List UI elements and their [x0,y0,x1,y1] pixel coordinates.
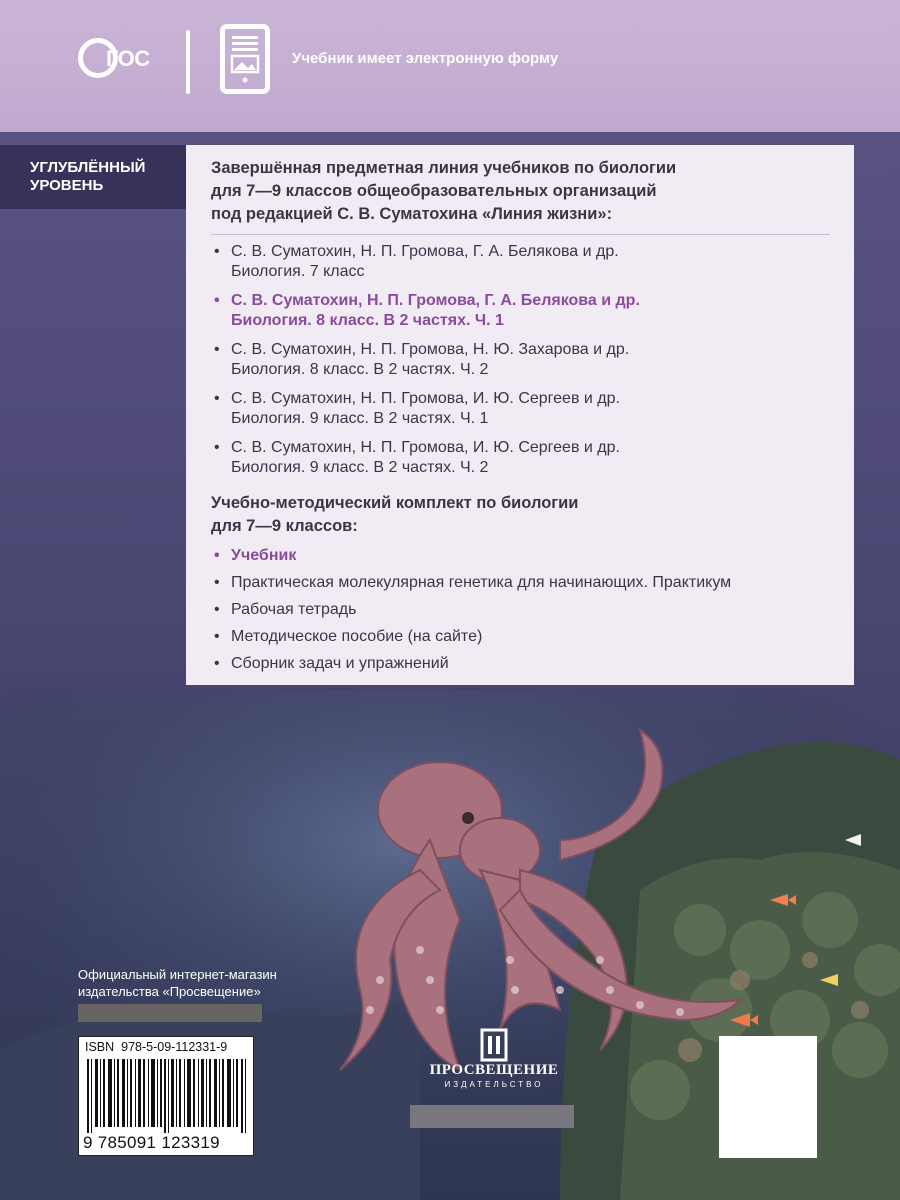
book-authors: С. В. Суматохин, Н. П. Громова, И. Ю. Сергеев и др. [231,390,620,407]
series-panel [186,145,854,685]
kit-item [211,654,830,674]
kit-item-label: Рабочая тетрадь [231,601,357,618]
kit-item-label: Методическое пособие (на сайте) [231,628,483,645]
bullet-icon: • [214,547,220,564]
isbn-number: 978-5-09-112331-9 [121,1040,228,1054]
isbn-label: ISBN [85,1040,115,1054]
level-badge [0,145,186,209]
series-heading-line: для 7—9 классов общеобразовательных организаций [211,182,657,200]
book-title: Биология. 9 класс. В 2 частях. Ч. 2 [231,459,489,476]
series-heading-line: Завершённая предметная линия учебников по биологии [211,159,677,177]
series-heading-line: под редакцией С. В. Суматохина «Линия жизни»: [211,205,613,223]
book-item-current [211,291,830,331]
kit-item [211,600,830,620]
bullet-icon: • [214,390,220,407]
isbn-text [85,1040,247,1054]
kit-item-current [211,546,830,566]
publisher-name: ПРОСВЕЩЕНИЕ [429,1062,559,1078]
gos-logo-text: ГОС [106,46,150,71]
book-authors: С. В. Суматохин, Н. П. Громова, И. Ю. Сергеев и др. [231,439,620,456]
kit-item-label: Учебник [231,547,297,564]
bullet-icon: • [214,655,220,672]
kit-item-label: Практическая молекулярная генетика для начинающих. Практикум [231,574,732,591]
book-authors: С. В. Суматохин, Н. П. Громова, Г. А. Белякова и др. [231,292,640,309]
bullet-icon: • [214,574,220,591]
book-authors: С. В. Суматохин, Н. П. Громова, Г. А. Белякова и др. [231,243,619,260]
book-list [211,242,830,478]
kit-heading [211,492,830,538]
book-title: Биология. 7 класс [231,263,365,280]
kit-item [211,627,830,647]
header-divider [186,30,190,94]
book-title: Биология. 8 класс. В 2 частях. Ч. 2 [231,361,489,378]
panel-divider [211,234,830,235]
electronic-form-note: Учебник имеет электронную форму [292,50,559,67]
book-title: Биология. 8 класс. В 2 частях. Ч. 1 [231,312,504,329]
kit-item [211,573,830,593]
barcode [78,1036,254,1156]
tablet-icon [220,24,270,94]
top-band [0,0,900,132]
gos-standard-logo [78,38,158,86]
bullet-icon: • [214,341,220,358]
shop-line: Официальный интернет-магазин [78,967,277,982]
bullet-icon: • [214,243,220,260]
publisher-link-bar [410,1105,574,1128]
kit-list [211,546,830,674]
barcode-bars [85,1059,249,1133]
book-item [211,340,830,380]
bullet-icon: • [214,628,220,645]
kit-heading-line: Учебно-методический комплект по биологии [211,494,579,512]
bullet-icon: • [214,292,220,309]
publisher-subtitle: ИЗДАТЕЛЬСТВО [444,1080,544,1089]
kit-item-label: Сборник задач и упражнений [231,655,449,672]
publisher-emblem-icon [414,1026,574,1062]
book-item [211,242,830,282]
level-badge-line2: УРОВЕНЬ [30,177,104,194]
shop-line: издательства «Просвещение» [78,984,261,999]
bullet-icon: • [214,439,220,456]
barcode-digits: 9 785091 123319 [83,1133,220,1152]
book-title: Биология. 9 класс. В 2 частях. Ч. 1 [231,410,489,427]
level-badge-line1: УГЛУБЛЁННЫЙ [30,159,146,176]
online-shop-note [78,966,277,1000]
bullet-icon: • [214,601,220,618]
kit-heading-line: для 7—9 классов: [211,517,358,535]
book-item [211,389,830,429]
qr-placeholder [719,1036,817,1158]
book-item [211,438,830,478]
shop-link-bar [78,1004,262,1022]
series-heading [211,157,830,226]
book-authors: С. В. Суматохин, Н. П. Громова, Н. Ю. Захарова и др. [231,341,630,358]
